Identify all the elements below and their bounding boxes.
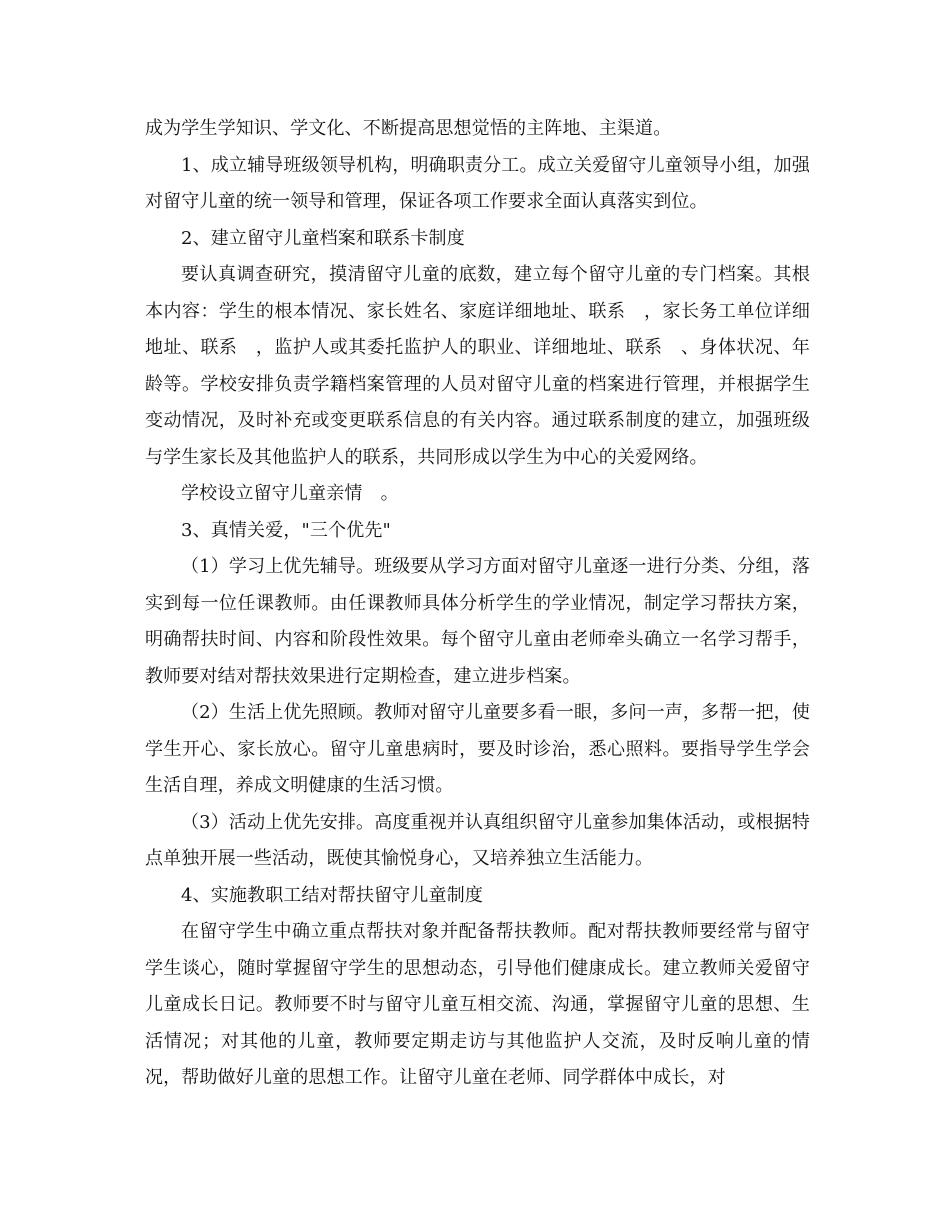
paragraph-pairing-content: 在留守学生中确立重点帮扶对象并配备帮扶教师。配对帮扶教师要经常与留守学生谈心，随时掌握留守学生的思想动态，引导他们健康成长。建立教师关爱留守儿童成长日记。教师要不时与留守儿童互相交流、沟通，掌握留守儿童的思想、生活情况；对其他的儿童，教师要定期走访与其他监护人交流，及时反响儿童的情况，帮助做好儿童的思想工作。让留守儿童在老师、同学群体中成长，对 bbox=[145, 921, 810, 1088]
heading-item-4-pairing: 4、实施教职工结对帮扶留守儿童制度 bbox=[181, 884, 484, 906]
paragraph-continuation: 成为学生学知识、学文化、不断提高思想觉悟的主阵地、主渠道。 bbox=[145, 118, 672, 139]
paragraph-priority-life: （2）生活上优先照顾。教师对留守儿童要多看一眼，多问一声，多帮一把，使学生开心、家长放心。留守儿童患病时，要及时诊治，悉心照料。要指导学生学会生活自理，养成文明健康的生活习惯。 bbox=[145, 702, 810, 796]
document-page bbox=[145, 111, 810, 1097]
paragraph-priority-activity: （3）活动上优先安排。高度重视并认真组织留守儿童参加集体活动，或根据特点单独开展一些活动，既使其愉悦身心，又培养独立生活能力。 bbox=[145, 811, 810, 869]
heading-item-2-archives: 2、建立留守儿童档案和联系卡制度 bbox=[181, 227, 465, 249]
paragraph-family-line: 学校设立留守儿童亲情 。 bbox=[181, 483, 399, 504]
heading-item-3-three-priorities: 3、真情关爱，"三个优先" bbox=[181, 519, 391, 541]
paragraph-item-1-leadership: 1、成立辅导班级领导机构，明确职责分工。成立关爱留守儿童领导小组，加强对留守儿童的统一领导和管理，保证各项工作要求全面认真落实到位。 bbox=[145, 154, 810, 212]
paragraph-priority-study: （1）学习上优先辅导。班级要从学习方面对留守儿童逐一进行分类、分组，落实到每一位任课教师。由任课教师具体分析学生的学业情况，制定学习帮扶方案，明确帮扶时间、内容和阶段性效果。每个留守儿童由老师牵头确立一名学习帮手，教师要对结对帮扶效果进行定期检查，建立进步档案。 bbox=[145, 556, 810, 687]
paragraph-archives-content: 要认真调查研究，摸清留守儿童的底数，建立每个留守儿童的专门档案。其根本内容：学生的根本情况、家长姓名、家庭详细地址、联系 ，家长务工单位详细地址、联系 ，监护人或其委托监护人的职业、详细地址、联系 、身体状况、年龄等。学校安排负责学籍档案管理的人员对留守儿童的档案进行管理，并根据学生变动情况，及时补充或变更联系信息的有关内容。通过联系制度的建立，加强班级与学生家长及其他监护人的联系，共同形成以学生为中心的关爱网络。 bbox=[145, 264, 810, 468]
